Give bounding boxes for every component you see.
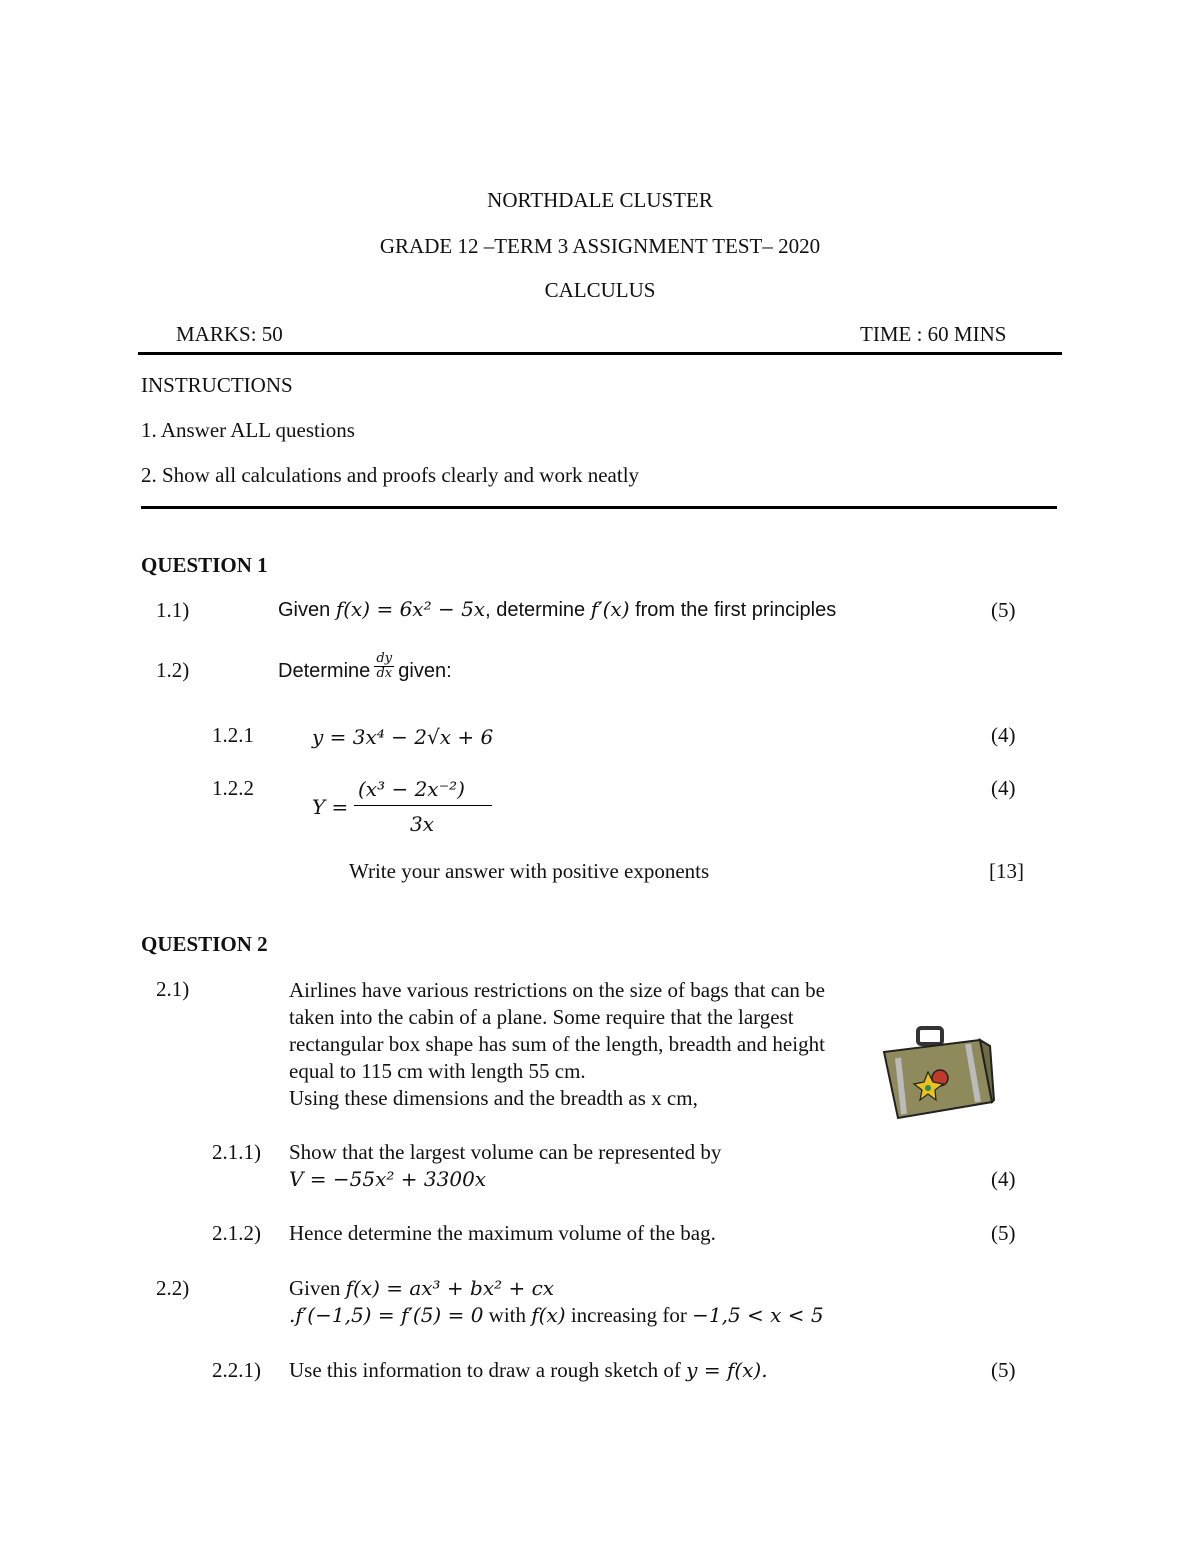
q2-1-number: 2.1): [156, 977, 190, 1001]
marks-label: MARKS: 50: [176, 322, 283, 346]
q1-2-1-number: 1.2.1: [212, 723, 254, 747]
q2-2-1-number: 2.2.1): [212, 1358, 261, 1382]
q1-2-2-number: 1.2.2: [212, 776, 254, 800]
q2-1-1-marks: (4): [991, 1167, 1016, 1191]
q1-1-number: 1.1): [156, 598, 190, 622]
q1-2-text: Determine dy dx given:: [278, 651, 452, 682]
cluster-title: NORTHDALE CLUSTER: [487, 188, 713, 212]
instruction-item: 2. Show all calculations and proofs clearly and work neatly: [141, 463, 640, 487]
q1-2-number: 1.2): [156, 658, 190, 682]
q2-1-paragraph: Airlines have various restrictions on the size of bags that can be taken into the cabin of a plane. Some require that the largest rectangular box shape has sum of the length, breadth and height equal to 115 cm with length 55 cm. Using these dimensions and the breadth as x cm,: [289, 978, 825, 1110]
time-label: TIME : 60 MINS: [860, 322, 1007, 346]
q2-1-1-text: Show that the largest volume can be represented by: [289, 1140, 722, 1164]
fraction-bar: [354, 805, 492, 806]
q2-1-1-number: 2.1.1): [212, 1140, 261, 1164]
q2-2-line2: .f′(−1,5) = f′(5) = 0 with f(x) increasing for −1,5 < x < 5: [289, 1303, 824, 1327]
question-2-heading: QUESTION 2: [141, 932, 268, 956]
q1-2-2-numerator: (x³ − 2x⁻²): [358, 777, 465, 801]
test-title: GRADE 12 –TERM 3 ASSIGNMENT TEST– 2020: [379, 234, 821, 258]
instructions-heading: INSTRUCTIONS: [141, 373, 293, 397]
q2-2-line1: Given f(x) = ax³ + bx² + cx: [289, 1276, 555, 1300]
subject-title: CALCULUS: [544, 278, 656, 302]
q2-2-1-marks: (5): [991, 1358, 1016, 1382]
instructions-divider: [141, 506, 1057, 509]
dy-dx-fraction: dy dx: [374, 652, 394, 681]
q2-2-1-text: Use this information to draw a rough sketch of y = f(x).: [289, 1358, 768, 1382]
q1-2-2-marks: (4): [991, 776, 1016, 800]
suitcase-illustration: [870, 1022, 1000, 1132]
q1-2-2-denominator: 3x: [410, 812, 435, 836]
question-1-heading: QUESTION 1: [141, 553, 268, 577]
q1-2-1-marks: (4): [991, 723, 1016, 747]
q1-2-1-expression: y = 3x⁴ − 2√x + 6: [312, 725, 494, 749]
q1-2-2-lhs: Y =: [312, 795, 349, 819]
q2-2-number: 2.2): [156, 1276, 190, 1300]
suitcase-icon: [870, 1022, 1000, 1132]
q2-1-2-text: Hence determine the maximum volume of the bag.: [289, 1221, 716, 1245]
q1-total: [13]: [989, 859, 1024, 883]
q2-1-1-expression: V = −55x² + 3300x: [289, 1167, 487, 1191]
q1-1-text: Given f(x) = 6x² − 5x, determine f′(x) from the first principles: [278, 597, 837, 621]
q1-1-marks: (5): [991, 598, 1016, 622]
q2-1-2-marks: (5): [991, 1221, 1016, 1245]
q2-1-2-number: 2.1.2): [212, 1221, 261, 1245]
instruction-item: 1. Answer ALL questions: [141, 418, 355, 442]
q1-note: Write your answer with positive exponents: [349, 859, 710, 883]
header-divider: [138, 352, 1062, 355]
